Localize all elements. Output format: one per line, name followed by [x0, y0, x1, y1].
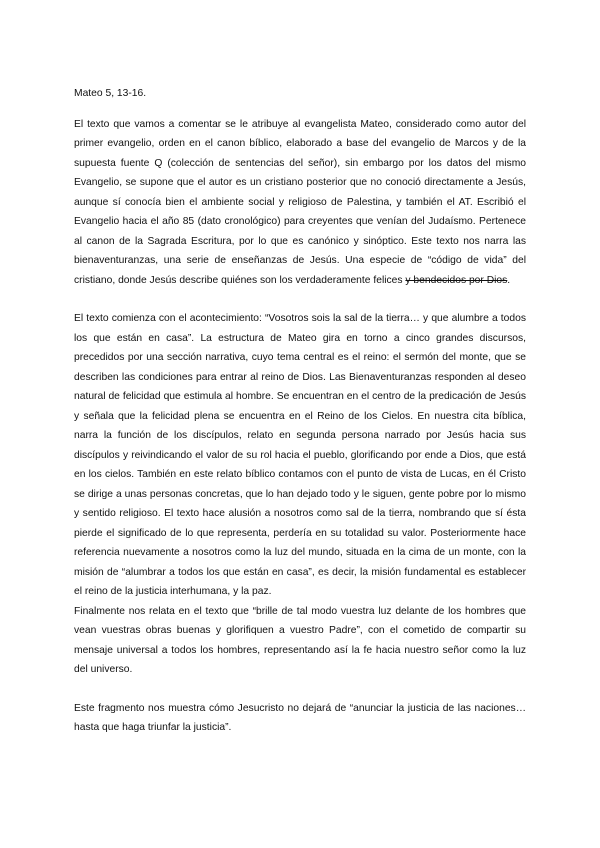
paragraph-introduction-end: .	[507, 274, 511, 286]
paragraph-analysis: El texto comienza con el acontecimiento: “Vosotros sois la sal de la tierra… y que alumbre a todos los que están en casa”. La estructura de Mateo gira en torno a cinco grandes discursos, precedidos por una sección narrativa, cuyo tema central es el reino: el sermón del monte, que se describen las condiciones para entrar al reino de Dios. Las Bienaventuranzas responden al deseo natural de felicidad que estimula al hombre. Se encuentran en el centro de la predicación de Jesús y señala que la felicidad plena se encuentra en el Reino de los Cielos. En nuestra cita bíblica, narra la función de los discípulos, relato en segunda persona narrado por Jesús hacia sus discípulos y reivindicando el valor de su rol hacia el pueblo, glorificando por ende a Dios, que está en los cielos. También en este relato bíblico contamos con el punto de vista de Lucas, en él Cristo se dirige a unas personas concretas, que lo han dejado todo y le siguen, gente pobre por lo mismo y sentido religioso. El texto hace alusión a nosotros como sal de la tierra, nombrando que sí ésta pierde el significado de lo que representa, perdería en su totalidad su valor. Posteriormente hace referencia nuevamente a nosotros como la luz del mundo, situada en la cima de un monte, con la misión de “alumbrar a todos los que están en casa”, es decir, la misión fundamental es establecer el reino de la justicia interhumana, y la paz.	[74, 313, 526, 597]
paragraph-closing: Este fragmento nos muestra cómo Jesucristo no dejará de “anunciar la justicia de las naciones… hasta que haga triunfar la justicia”.	[74, 702, 526, 733]
struck-text: y bendecidos por Dios	[405, 274, 508, 286]
document-page	[74, 84, 526, 738]
paragraph-introduction	[74, 115, 526, 291]
document-title: Mateo 5, 13-16.	[74, 88, 147, 99]
paragraph-introduction-text: El texto que vamos a comentar se le atribuye al evangelista Mateo, considerado como autor del primer evangelio, orden en el canon bíblico, elaborado a base del evangelio de Marcos y de la supuesta fuente Q (colección de sentencias del señor), sin embargo por los datos del mismo Evangelio, se supone que el autor es un cristiano posterior que no conoció directamente a Jesús, aunque sí conocía bien el ambiente social y religioso de Palestina, y también el AT. Escribió el Evangelio hacia el año 85 (dato cronológico) para creyentes que venían del Judaísmo. Pertenece al canon de la Sagrada Escritura, por lo que es canónico y sinóptico. Este texto nos narra las bienaventuranzas, una serie de enseñanzas de Jesús. Una especie de “código de vida” del cristiano, donde Jesús describe quiénes son los verdaderamente felices	[74, 118, 526, 286]
paragraph-conclusion: Finalmente nos relata en el texto que “brille de tal modo vuestra luz delante de los hombres que vean vuestras obras buenas y glorifiquen a vuestro Padre”, con el cometido de compartir su mensaje universal a todos los hombres, representando así la fe hacia nuestro señor como la luz del universo.	[74, 605, 526, 675]
